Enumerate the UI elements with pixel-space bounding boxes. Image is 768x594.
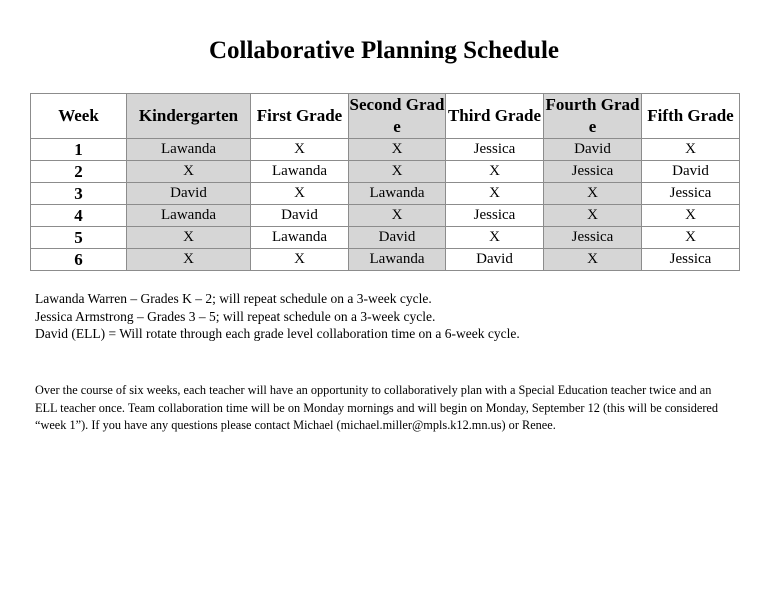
table-cell: X [446, 161, 544, 183]
week-cell: 1 [31, 139, 127, 161]
table-cell: X [127, 249, 251, 271]
table-cell: David [642, 161, 740, 183]
table-cell: Jessica [642, 183, 740, 205]
header-fifth-grade: Fifth Grade [642, 94, 740, 139]
note-lawanda: Lawanda Warren – Grades K – 2; will repeat schedule on a 3-week cycle. [35, 291, 432, 306]
table-cell: X [642, 227, 740, 249]
teacher-notes [35, 290, 735, 343]
table-row [31, 183, 740, 205]
table-cell: David [446, 249, 544, 271]
table-cell: David [544, 139, 642, 161]
document-title: Collaborative Planning Schedule [208, 37, 560, 64]
table-cell: Jessica [446, 139, 544, 161]
table-cell: X [127, 161, 251, 183]
table-cell: Jessica [446, 205, 544, 227]
week-cell: 2 [31, 161, 127, 183]
note-jessica: Jessica Armstrong – Grades 3 – 5; will repeat schedule on a 3-week cycle. [35, 308, 436, 324]
header-kindergarten: Kindergarten [127, 94, 251, 139]
header-fourth-grade: Fourth Grade [544, 94, 642, 139]
schedule-table [30, 93, 740, 271]
table-cell: Lawanda [127, 139, 251, 161]
table-cell: Jessica [544, 227, 642, 249]
week-cell: 3 [31, 183, 127, 205]
header-first-grade: First Grade [251, 94, 349, 139]
table-cell: X [544, 249, 642, 271]
week-cell: 5 [31, 227, 127, 249]
table-cell: Lawanda [251, 227, 349, 249]
table-cell: Lawanda [349, 183, 446, 205]
table-cell: X [127, 227, 251, 249]
table-cell: X [251, 183, 349, 205]
table-cell: Jessica [642, 249, 740, 271]
table-row [31, 249, 740, 271]
table-cell: David [127, 183, 251, 205]
week-cell: 6 [31, 249, 127, 271]
table-cell: X [251, 139, 349, 161]
table-cell: David [349, 227, 446, 249]
table-cell: Lawanda [127, 205, 251, 227]
table-cell: X [349, 205, 446, 227]
table-cell: X [446, 183, 544, 205]
table-cell: Jessica [544, 161, 642, 183]
header-row [31, 94, 740, 139]
table-cell: X [349, 139, 446, 161]
table-row [31, 161, 740, 183]
table-cell: X [251, 249, 349, 271]
table-cell: X [642, 205, 740, 227]
header-second-grade: Second Grade [349, 94, 446, 139]
header-week: Week [31, 94, 127, 139]
table-row [31, 205, 740, 227]
table-row [31, 139, 740, 161]
table-row [31, 227, 740, 249]
header-third-grade: Third Grade [446, 94, 544, 139]
table-cell: Lawanda [251, 161, 349, 183]
schedule-explanation: Over the course of six weeks, each teacher will have an opportunity to collaboratively plan with a Special Education teacher twice and an ELL teacher once. Team collaboration time will be on Monday mornings and will begin on Monday, September 12 (this will be considered “week 1”). If you have any questions please contact Michael (michael.miller@mpls.k12.mn.us) or Renee. [35, 383, 719, 432]
table-cell: Lawanda [349, 249, 446, 271]
table-cell: David [251, 205, 349, 227]
table-cell: X [349, 161, 446, 183]
note-david: David (ELL) = Will rotate through each grade level collaboration time on a 6-week cycle. [35, 326, 520, 341]
table-cell: X [544, 205, 642, 227]
week-cell: 4 [31, 205, 127, 227]
table-cell: X [642, 139, 740, 161]
table-cell: X [446, 227, 544, 249]
table-cell: X [544, 183, 642, 205]
